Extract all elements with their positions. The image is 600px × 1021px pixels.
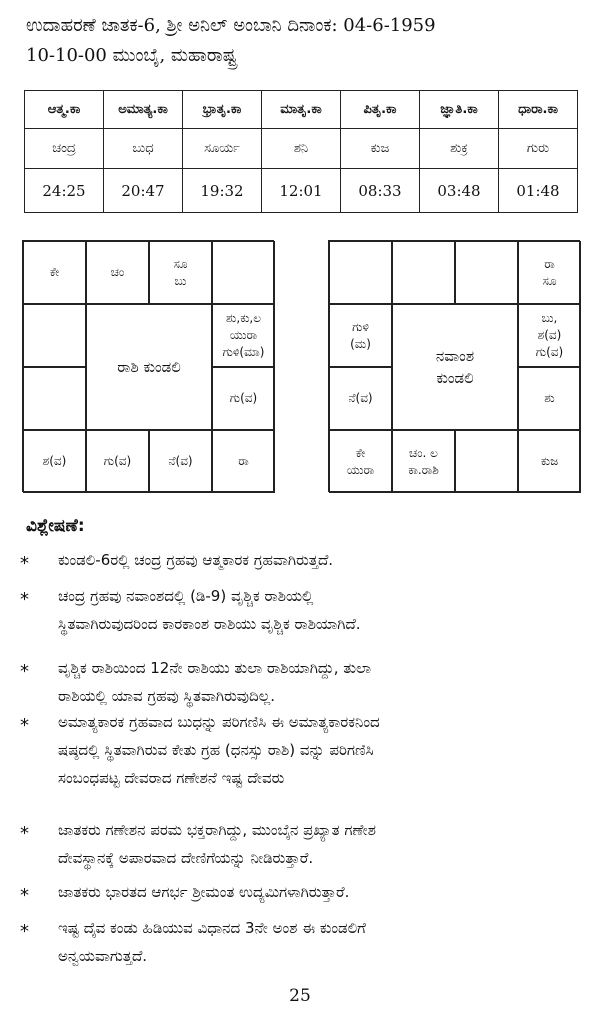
planet-label: ಶ(ವ) bbox=[42, 454, 67, 468]
chart-cell-capricorn bbox=[23, 367, 86, 430]
chart-cell-aries bbox=[392, 241, 455, 304]
bullet-icon: * bbox=[20, 885, 29, 906]
analysis-point bbox=[58, 582, 578, 638]
planet-label: ನೆ(ವ) bbox=[168, 454, 193, 468]
chart-cell-cancer bbox=[518, 304, 581, 367]
table-cell: ಅಮಾತ್ಯ.ಕಾ bbox=[104, 91, 183, 129]
bullet-icon: * bbox=[20, 715, 29, 736]
planet-label: ಕೇ bbox=[355, 445, 366, 460]
analysis-line: ದೇವಸ್ಥಾನಕ್ಕೆ ಅಪಾರವಾದ ದೇಣಿಗೆಯನ್ನು ನೀಡಿರುತ್ತಾರೆ. bbox=[58, 849, 314, 867]
planet-label: ಗು(ವ) bbox=[535, 345, 564, 359]
chart-cell-virgo bbox=[212, 430, 275, 493]
analysis-line: ಕುಂಡಲಿ-6ರಲ್ಲಿ ಚಂದ್ರ ಗ್ರಹವು ಆತ್ಮಕಾರಕ ಗ್ರಹವಾಗಿರುತ್ತದೆ. bbox=[58, 551, 334, 569]
planet-label: ನೆ(ವ) bbox=[348, 391, 373, 405]
table-cell: 24:25 bbox=[25, 169, 104, 213]
chart-cell-taurus bbox=[455, 241, 518, 304]
planet-label: ಕುಜ bbox=[540, 454, 559, 468]
chart-cell-gemini bbox=[212, 241, 275, 304]
table-cell: ಶನಿ bbox=[262, 129, 341, 169]
table-cell: 03:48 bbox=[420, 169, 499, 213]
bullet-icon: * bbox=[20, 823, 29, 844]
chart-cell-virgo bbox=[518, 430, 581, 493]
chart-title bbox=[86, 304, 212, 430]
chart-cell-scorpio bbox=[86, 430, 149, 493]
chart-cell-libra bbox=[455, 430, 518, 493]
planet-label: ಕೇ bbox=[49, 265, 60, 279]
chart-cell-leo bbox=[212, 367, 275, 430]
bullet-icon: * bbox=[20, 921, 29, 942]
page-number: 25 bbox=[289, 986, 311, 1006]
analysis-point bbox=[58, 546, 578, 574]
chart-cell-libra bbox=[149, 430, 212, 493]
chart-cell-aquarius bbox=[23, 304, 86, 367]
table-cell: 20:47 bbox=[104, 169, 183, 213]
planet-label: ಯುರಾ bbox=[229, 328, 258, 342]
chart-cell-pisces bbox=[329, 241, 392, 304]
planet-label: ಗುಳಿ(ಮಾ) bbox=[222, 345, 265, 359]
table-cell: 01:48 bbox=[499, 169, 578, 213]
analysis-line: ಅನ್ವಯವಾಗುತ್ತದೆ. bbox=[58, 947, 148, 965]
analysis-line: ರಾಶಿಯಲ್ಲಿ ಯಾವ ಗ್ರಹವು ಸ್ಥಿತವಾಗಿರುವುದಿಲ್ಲ. bbox=[58, 687, 275, 705]
planet-label: ಸೂ bbox=[542, 273, 557, 288]
table-cell: ಭ್ರಾತೃ.ಕಾ bbox=[183, 91, 262, 129]
planet-label: ಸೂ bbox=[173, 256, 188, 271]
table-cell: ಆತ್ಮ.ಕಾ bbox=[25, 91, 104, 129]
planet-label: ರಾ bbox=[544, 256, 555, 271]
chart-cell-sagittarius bbox=[23, 430, 86, 493]
chart-title-line: ನವಾಂಶ bbox=[435, 347, 475, 365]
table-cell: 19:32 bbox=[183, 169, 262, 213]
planet-label: ಬು bbox=[174, 273, 187, 288]
chart-cell-aries bbox=[86, 241, 149, 304]
planet-label: ರಾ bbox=[238, 454, 249, 468]
chart-title-line: ರಾಶಿ ಕುಂಡಲಿ bbox=[117, 358, 181, 376]
chart-cell-leo bbox=[518, 367, 581, 430]
planet-label: ಕಾ.ರಾಶಿ bbox=[408, 462, 439, 477]
analysis-point bbox=[58, 708, 578, 792]
planet-label: ಗು(ವ) bbox=[103, 454, 132, 468]
analysis-line: ಚಂದ್ರ ಗ್ರಹವು ನವಾಂಶದಲ್ಲಿ (ಡಿ-9) ವೃಶ್ಚಿಕ ರಾಶಿಯಲ್ಲಿ bbox=[58, 587, 314, 605]
chart-cell-sagittarius bbox=[329, 430, 392, 493]
table-cell: ಗುರು bbox=[499, 129, 578, 169]
planet-label: (ಮ) bbox=[350, 336, 371, 351]
planet-label: ಶು bbox=[544, 391, 555, 405]
table-cell: ಸೂರ್ಯ bbox=[183, 129, 262, 169]
table-cell: ಬುಧ bbox=[104, 129, 183, 169]
header-line-2: 10-10-00 ಮುಂಬೈ, ಮಹಾರಾಷ್ಟ್ರ bbox=[26, 45, 237, 66]
analysis-line: ಷಷ್ಠದಲ್ಲಿ ಸ್ಥಿತವಾಗಿರುವ ಕೇತು ಗ್ರಹ (ಧನಸ್ಸು ರಾಶಿ) ವನ್ನು ಪರಿಗಣಿಸಿ bbox=[58, 741, 374, 759]
chart-title bbox=[392, 304, 518, 430]
karaka-degree-row bbox=[25, 169, 578, 213]
table-cell: 12:01 bbox=[262, 169, 341, 213]
planet-label: ಶು,ಕು,ಲ bbox=[225, 311, 261, 325]
table-cell: ಶುಕ್ರ bbox=[420, 129, 499, 169]
planet-label: ಗುಳಿ bbox=[352, 319, 369, 334]
analysis-line: ವೃಶ್ಚಿಕ ರಾಶಿಯಿಂದ 12ನೇ ರಾಶಿಯು ತುಲಾ ರಾಶಿಯಾಗಿದ್ದು, ತುಲಾ bbox=[58, 659, 372, 677]
bullet-icon: * bbox=[20, 661, 29, 682]
planet-label: ಬು, bbox=[541, 311, 558, 325]
bullet-icon: * bbox=[20, 589, 29, 610]
planet-label: ಗು(ವ) bbox=[229, 391, 258, 405]
analysis-line: ಇಷ್ಟ ದೈವ ಕಂಡು ಹಿಡಿಯುವ ವಿಧಾನದ 3ನೇ ಅಂಶ ಈ ಕುಂಡಲಿಗೆ bbox=[58, 919, 366, 937]
analysis-line: ಸಂಬಂಧಪಟ್ಟ ದೇವರಾದ ಗಣೇಶನೆ ಇಷ್ಟ ದೇವರು bbox=[58, 769, 285, 787]
chart-cell-aquarius bbox=[329, 304, 392, 367]
navamsa-chart bbox=[328, 240, 580, 492]
table-cell: ಮಾತೃ.ಕಾ bbox=[262, 91, 341, 129]
chart-cell-taurus bbox=[149, 241, 212, 304]
planet-label: ಯುರಾ bbox=[346, 462, 375, 477]
analysis-line: ಜಾತಕರು ಗಣೇಶನ ಪರಮ ಭಕ್ತರಾಗಿದ್ದು, ಮುಂಬೈನ ಪ್ರಖ್ಯಾತ ಗಣೇಶ bbox=[58, 821, 376, 839]
analysis-line: ಸ್ಥಿತವಾಗಿರುವುದರಿಂದ ಕಾರಕಾಂಶ ರಾಶಿಯು ವೃಶ್ಚಿಕ ರಾಶಿಯಾಗಿದೆ. bbox=[58, 615, 361, 633]
analysis-point bbox=[58, 816, 578, 872]
karaka-table bbox=[24, 90, 578, 213]
karaka-header-row bbox=[25, 91, 578, 129]
bullet-icon: * bbox=[20, 553, 29, 574]
planet-label: ಶ(ವ) bbox=[537, 328, 562, 342]
header-line-1: ಉದಾಹರಣೆ ಜಾತಕ-6, ಶ್ರೀ ಅನಿಲ್ ಅಂಬಾನಿ ದಿನಾಂಕ: 04-6-1959 bbox=[26, 15, 436, 36]
analysis-title: ವಿಶ್ಲೇಷಣೆ: bbox=[26, 516, 85, 536]
chart-cell-scorpio bbox=[392, 430, 455, 493]
analysis-point bbox=[58, 878, 578, 906]
chart-title-line: ಕುಂಡಲಿ bbox=[436, 369, 474, 387]
analysis-line: ಜಾತಕರು ಭಾರತದ ಆಗರ್ಭ ಶ್ರೀಮಂತ ಉದ್ಯಮಿಗಳಾಗಿರುತ್ತಾರೆ. bbox=[58, 883, 350, 901]
chart-cell-capricorn bbox=[329, 367, 392, 430]
analysis-point bbox=[58, 654, 578, 710]
planet-label: ಚಂ. ಲ bbox=[409, 445, 438, 460]
table-cell: ಚಂದ್ರ bbox=[25, 129, 104, 169]
analysis-line: ಅಮಾತ್ಯಕಾರಕ ಗ್ರಹವಾದ ಬುಧನ್ನು ಪರಿಗಣಿಸಿ ಈ ಅಮಾತ್ಯಕಾರಕನಿಂದ bbox=[58, 713, 380, 731]
rasi-chart bbox=[22, 240, 274, 492]
chart-cell-cancer bbox=[212, 304, 275, 367]
table-cell: ಪಿತೃ.ಕಾ bbox=[341, 91, 420, 129]
table-cell: ಧಾರಾ.ಕಾ bbox=[499, 91, 578, 129]
chart-cell-pisces bbox=[23, 241, 86, 304]
karaka-planet-row bbox=[25, 129, 578, 169]
table-cell: ಕುಜ bbox=[341, 129, 420, 169]
analysis-point bbox=[58, 914, 578, 970]
planet-label: ಚಂ bbox=[110, 265, 125, 279]
table-cell: 08:33 bbox=[341, 169, 420, 213]
table-cell: ಜ್ಞಾತಿ.ಕಾ bbox=[420, 91, 499, 129]
chart-cell-gemini bbox=[518, 241, 581, 304]
